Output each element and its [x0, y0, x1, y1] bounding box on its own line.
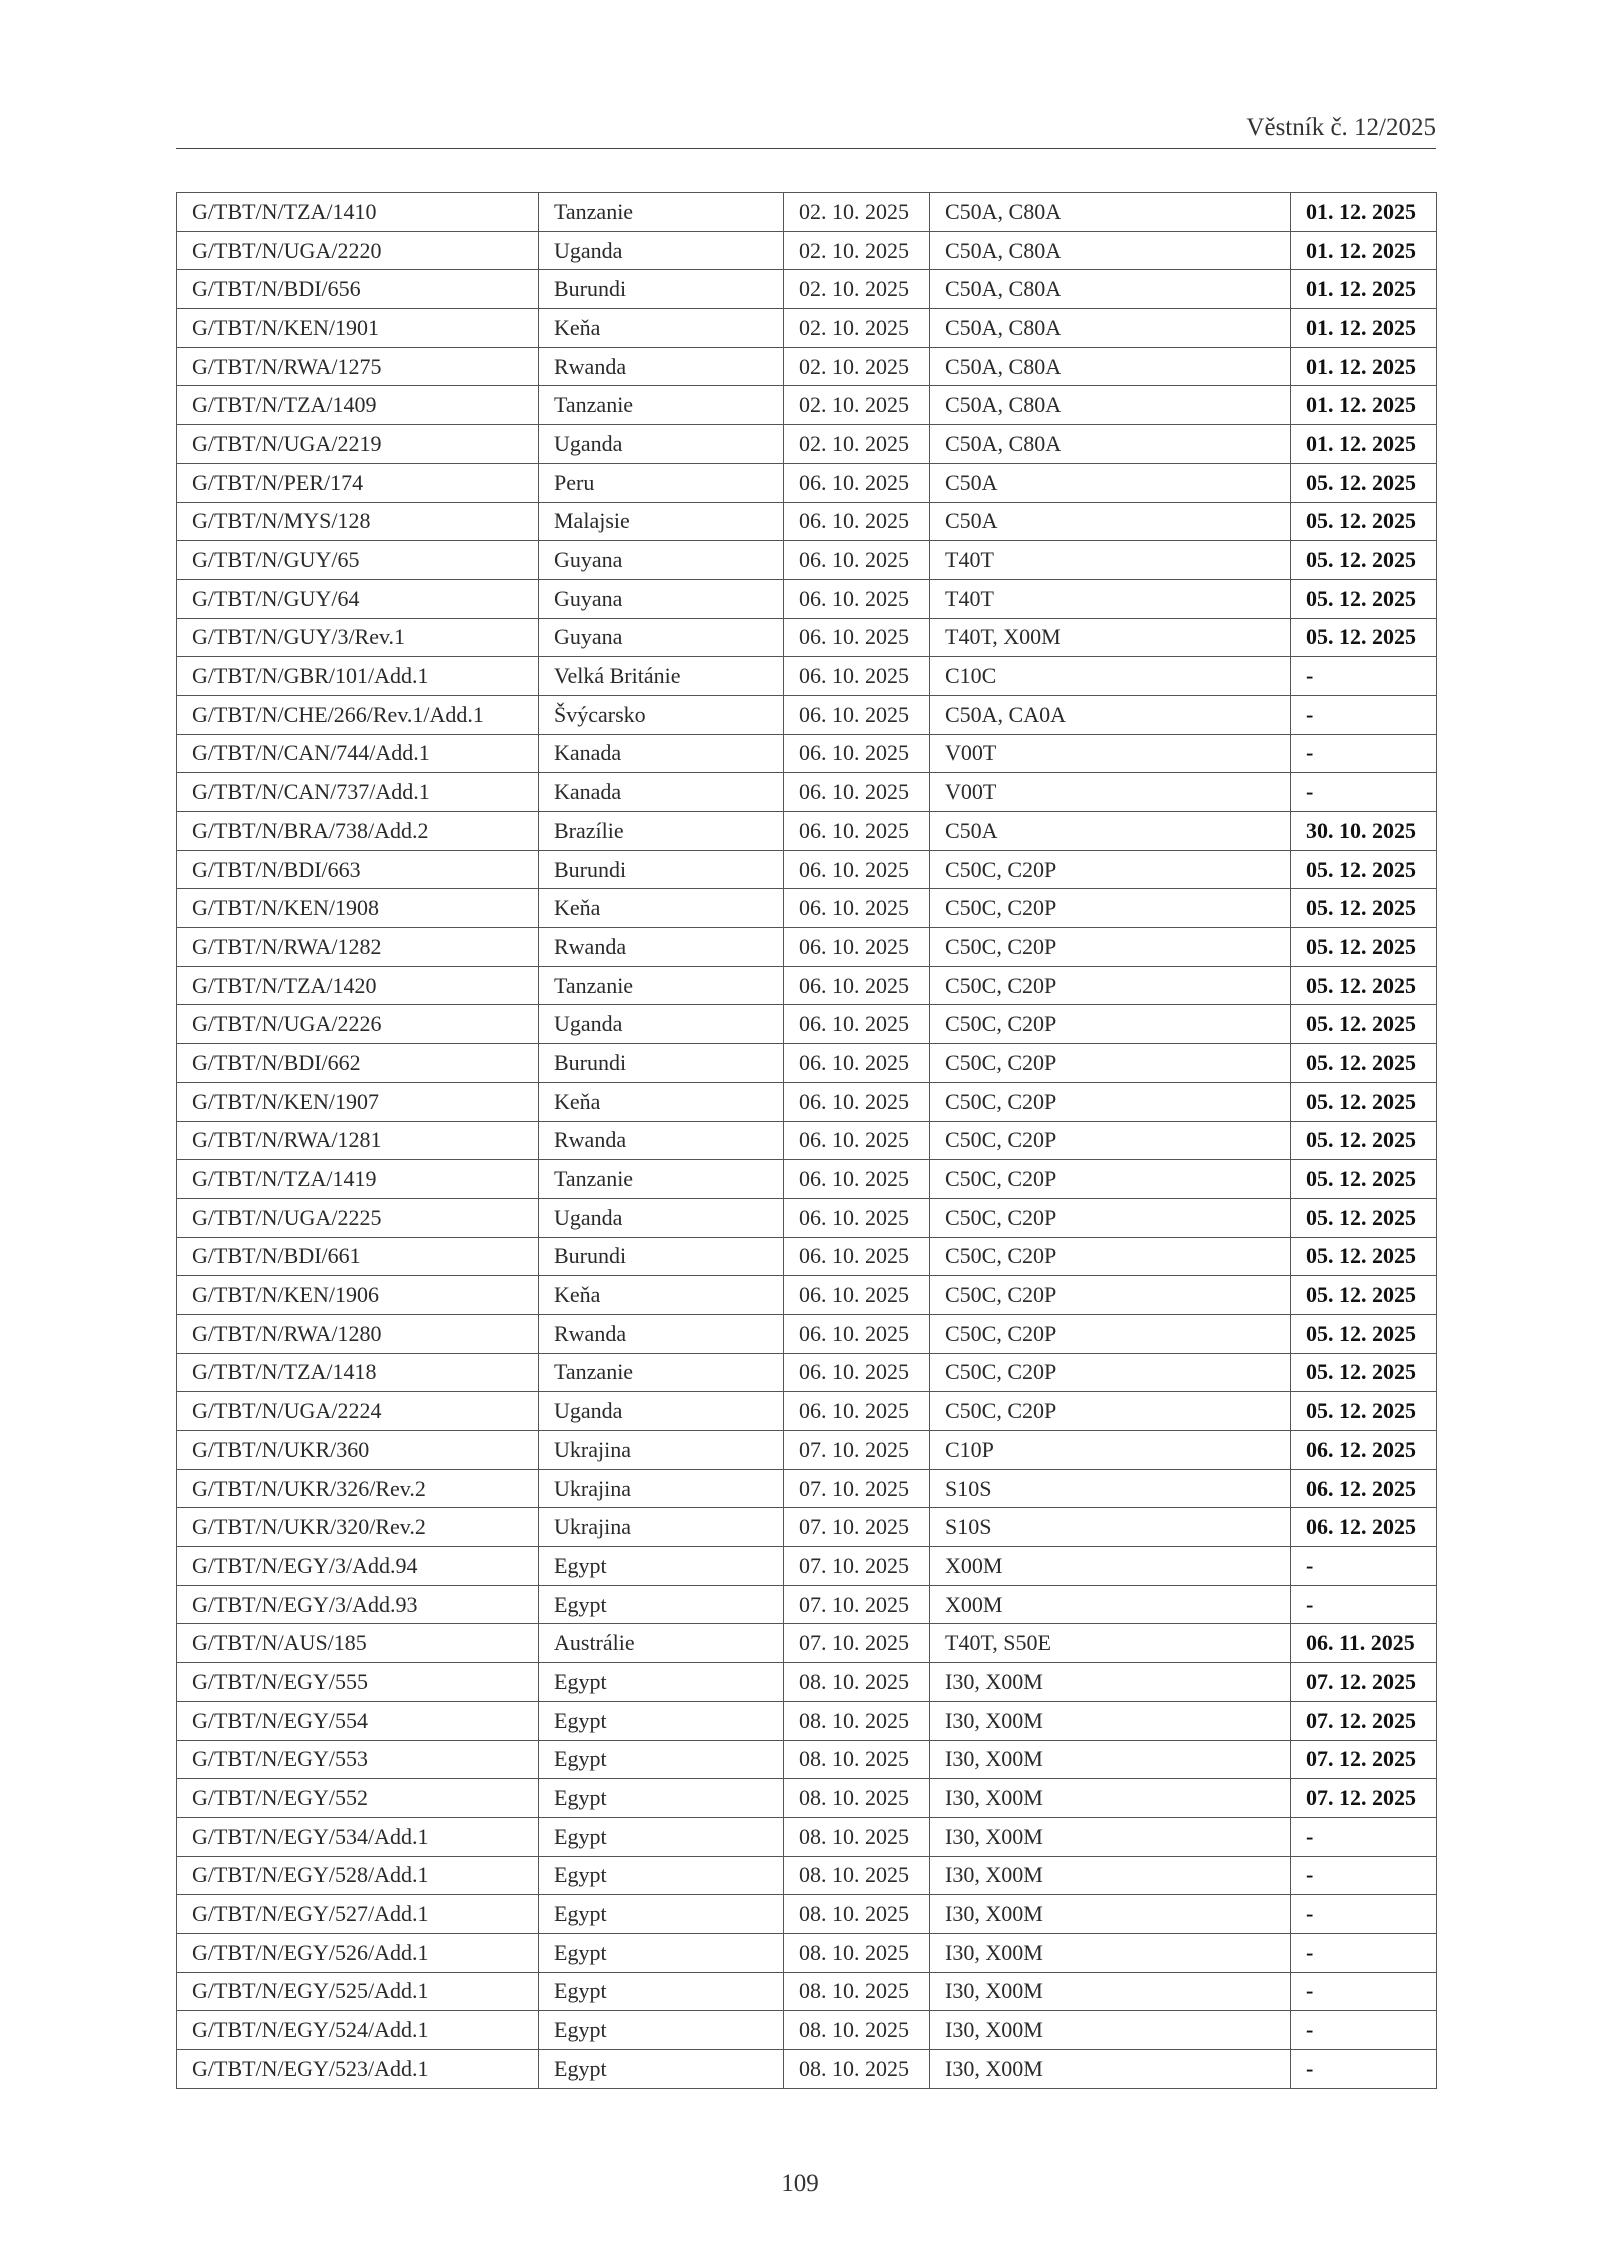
notification-date-cell: 08. 10. 2025 — [784, 1779, 930, 1818]
table-row — [177, 1817, 1437, 1856]
country-cell: Guyana — [539, 579, 784, 618]
comment-deadline-cell: - — [1291, 2050, 1437, 2089]
ics-code-cell: C50C, C20P — [930, 1044, 1291, 1083]
comment-deadline-cell: 01. 12. 2025 — [1291, 425, 1437, 464]
country-cell: Tanzanie — [539, 966, 784, 1005]
ics-code-cell: T40T, S50E — [930, 1624, 1291, 1663]
document-symbol-cell: G/TBT/N/UKR/326/Rev.2 — [177, 1469, 539, 1508]
document-symbol-cell: G/TBT/N/EGY/524/Add.1 — [177, 2011, 539, 2050]
ics-code-cell: C50A, C80A — [930, 193, 1291, 232]
ics-code-cell: C10P — [930, 1431, 1291, 1470]
country-cell: Egypt — [539, 1740, 784, 1779]
page-number: 109 — [781, 2170, 819, 2197]
comment-deadline-cell: - — [1291, 1585, 1437, 1624]
comment-deadline-cell: - — [1291, 773, 1437, 812]
document-symbol-cell: G/TBT/N/BDI/663 — [177, 850, 539, 889]
country-cell: Keňa — [539, 889, 784, 928]
notification-date-cell: 08. 10. 2025 — [784, 2050, 930, 2089]
ics-code-cell: C50C, C20P — [930, 1353, 1291, 1392]
ics-code-cell: C50C, C20P — [930, 1314, 1291, 1353]
document-symbol-cell: G/TBT/N/EGY/553 — [177, 1740, 539, 1779]
country-cell: Egypt — [539, 1779, 784, 1818]
document-symbol-cell: G/TBT/N/EGY/526/Add.1 — [177, 1933, 539, 1972]
country-cell: Guyana — [539, 541, 784, 580]
table-row — [177, 579, 1437, 618]
table-row — [177, 270, 1437, 309]
document-symbol-cell: G/TBT/N/AUS/185 — [177, 1624, 539, 1663]
country-cell: Egypt — [539, 1547, 784, 1586]
country-cell: Guyana — [539, 618, 784, 657]
ics-code-cell: C50A, CA0A — [930, 695, 1291, 734]
comment-deadline-cell: 05. 12. 2025 — [1291, 928, 1437, 967]
table-row — [177, 1972, 1437, 2011]
country-cell: Keňa — [539, 1082, 784, 1121]
country-cell: Kanada — [539, 773, 784, 812]
bulletin-title: Věstník č. 12/2025 — [1246, 114, 1436, 141]
notification-date-cell: 07. 10. 2025 — [784, 1624, 930, 1663]
page-header — [176, 108, 1436, 149]
notification-date-cell: 02. 10. 2025 — [784, 386, 930, 425]
ics-code-cell: I30, X00M — [930, 1663, 1291, 1702]
comment-deadline-cell: 06. 12. 2025 — [1291, 1431, 1437, 1470]
table-row — [177, 966, 1437, 1005]
comment-deadline-cell: - — [1291, 1547, 1437, 1586]
ics-code-cell: X00M — [930, 1547, 1291, 1586]
comment-deadline-cell: 05. 12. 2025 — [1291, 1044, 1437, 1083]
ics-code-cell: S10S — [930, 1469, 1291, 1508]
ics-code-cell: C50A, C80A — [930, 347, 1291, 386]
table-row — [177, 2011, 1437, 2050]
ics-code-cell: I30, X00M — [930, 2050, 1291, 2089]
ics-code-cell: I30, X00M — [930, 1740, 1291, 1779]
comment-deadline-cell: 07. 12. 2025 — [1291, 1740, 1437, 1779]
ics-code-cell: V00T — [930, 773, 1291, 812]
table-row — [177, 347, 1437, 386]
notification-date-cell: 07. 10. 2025 — [784, 1585, 930, 1624]
comment-deadline-cell: - — [1291, 1856, 1437, 1895]
document-symbol-cell: G/TBT/N/EGY/555 — [177, 1663, 539, 1702]
document-symbol-cell: G/TBT/N/EGY/527/Add.1 — [177, 1895, 539, 1934]
notification-date-cell: 06. 10. 2025 — [784, 502, 930, 541]
ics-code-cell: C50C, C20P — [930, 889, 1291, 928]
table-row — [177, 502, 1437, 541]
country-cell: Keňa — [539, 1276, 784, 1315]
country-cell: Rwanda — [539, 1314, 784, 1353]
ics-code-cell: C50A — [930, 463, 1291, 502]
country-cell: Uganda — [539, 1198, 784, 1237]
table-row — [177, 1469, 1437, 1508]
table-row — [177, 1895, 1437, 1934]
ics-code-cell: I30, X00M — [930, 1895, 1291, 1934]
country-cell: Burundi — [539, 1044, 784, 1083]
country-cell: Tanzanie — [539, 1160, 784, 1199]
document-symbol-cell: G/TBT/N/EGY/552 — [177, 1779, 539, 1818]
country-cell: Švýcarsko — [539, 695, 784, 734]
ics-code-cell: V00T — [930, 734, 1291, 773]
notification-date-cell: 06. 10. 2025 — [784, 657, 930, 696]
comment-deadline-cell: 05. 12. 2025 — [1291, 579, 1437, 618]
ics-code-cell: C50C, C20P — [930, 1276, 1291, 1315]
table-row — [177, 850, 1437, 889]
table-row — [177, 2050, 1437, 2089]
document-symbol-cell: G/TBT/N/TZA/1409 — [177, 386, 539, 425]
notification-date-cell: 06. 10. 2025 — [784, 734, 930, 773]
notification-date-cell: 06. 10. 2025 — [784, 1276, 930, 1315]
comment-deadline-cell: 07. 12. 2025 — [1291, 1779, 1437, 1818]
notification-date-cell: 06. 10. 2025 — [784, 1237, 930, 1276]
country-cell: Uganda — [539, 425, 784, 464]
ics-code-cell: C50C, C20P — [930, 928, 1291, 967]
comment-deadline-cell: 01. 12. 2025 — [1291, 347, 1437, 386]
ics-code-cell: C10C — [930, 657, 1291, 696]
notification-date-cell: 07. 10. 2025 — [784, 1547, 930, 1586]
table-row — [177, 463, 1437, 502]
country-cell: Velká Británie — [539, 657, 784, 696]
country-cell: Ukrajina — [539, 1431, 784, 1470]
country-cell: Egypt — [539, 1585, 784, 1624]
table-row — [177, 1779, 1437, 1818]
country-cell: Egypt — [539, 1817, 784, 1856]
country-cell: Tanzanie — [539, 193, 784, 232]
notification-date-cell: 02. 10. 2025 — [784, 309, 930, 348]
document-symbol-cell: G/TBT/N/KEN/1906 — [177, 1276, 539, 1315]
ics-code-cell: I30, X00M — [930, 1779, 1291, 1818]
notification-date-cell: 06. 10. 2025 — [784, 695, 930, 734]
comment-deadline-cell: - — [1291, 1895, 1437, 1934]
country-cell: Tanzanie — [539, 386, 784, 425]
table-row — [177, 734, 1437, 773]
table-row — [177, 1353, 1437, 1392]
notification-date-cell: 06. 10. 2025 — [784, 889, 930, 928]
document-symbol-cell: G/TBT/N/KEN/1901 — [177, 309, 539, 348]
ics-code-cell: C50A, C80A — [930, 386, 1291, 425]
table-row — [177, 1276, 1437, 1315]
notification-date-cell: 06. 10. 2025 — [784, 773, 930, 812]
notification-date-cell: 08. 10. 2025 — [784, 1817, 930, 1856]
ics-code-cell: C50A — [930, 502, 1291, 541]
ics-code-cell: C50A — [930, 812, 1291, 851]
document-symbol-cell: G/TBT/N/EGY/523/Add.1 — [177, 2050, 539, 2089]
notification-date-cell: 02. 10. 2025 — [784, 425, 930, 464]
document-symbol-cell: G/TBT/N/KEN/1907 — [177, 1082, 539, 1121]
country-cell: Egypt — [539, 1933, 784, 1972]
document-symbol-cell: G/TBT/N/TZA/1410 — [177, 193, 539, 232]
ics-code-cell: C50A, C80A — [930, 231, 1291, 270]
table-row — [177, 1160, 1437, 1199]
table-row — [177, 1121, 1437, 1160]
notification-date-cell: 06. 10. 2025 — [784, 1044, 930, 1083]
comment-deadline-cell: 06. 12. 2025 — [1291, 1469, 1437, 1508]
table-row — [177, 1392, 1437, 1431]
ics-code-cell: C50C, C20P — [930, 1082, 1291, 1121]
document-symbol-cell: G/TBT/N/BDI/662 — [177, 1044, 539, 1083]
table-row — [177, 1237, 1437, 1276]
notification-date-cell: 02. 10. 2025 — [784, 270, 930, 309]
comment-deadline-cell: 05. 12. 2025 — [1291, 618, 1437, 657]
document-symbol-cell: G/TBT/N/RWA/1281 — [177, 1121, 539, 1160]
table-row — [177, 1547, 1437, 1586]
comment-deadline-cell: - — [1291, 1933, 1437, 1972]
comment-deadline-cell: 06. 11. 2025 — [1291, 1624, 1437, 1663]
notification-date-cell: 06. 10. 2025 — [784, 1353, 930, 1392]
comment-deadline-cell: 05. 12. 2025 — [1291, 889, 1437, 928]
table-row — [177, 1585, 1437, 1624]
country-cell: Ukrajina — [539, 1469, 784, 1508]
table-row — [177, 1005, 1437, 1044]
country-cell: Brazílie — [539, 812, 784, 851]
table-row — [177, 1431, 1437, 1470]
notification-date-cell: 08. 10. 2025 — [784, 1856, 930, 1895]
comment-deadline-cell: 05. 12. 2025 — [1291, 850, 1437, 889]
table-row — [177, 1624, 1437, 1663]
comment-deadline-cell: 01. 12. 2025 — [1291, 231, 1437, 270]
document-symbol-cell: G/TBT/N/BRA/738/Add.2 — [177, 812, 539, 851]
ics-code-cell: C50C, C20P — [930, 1237, 1291, 1276]
table-row — [177, 1198, 1437, 1237]
country-cell: Egypt — [539, 1856, 784, 1895]
country-cell: Kanada — [539, 734, 784, 773]
notification-date-cell: 08. 10. 2025 — [784, 1663, 930, 1702]
country-cell: Malajsie — [539, 502, 784, 541]
table-row — [177, 1701, 1437, 1740]
document-symbol-cell: G/TBT/N/RWA/1275 — [177, 347, 539, 386]
table-row — [177, 425, 1437, 464]
country-cell: Keňa — [539, 309, 784, 348]
notification-date-cell: 06. 10. 2025 — [784, 1160, 930, 1199]
comment-deadline-cell: - — [1291, 1972, 1437, 2011]
document-symbol-cell: G/TBT/N/MYS/128 — [177, 502, 539, 541]
notification-date-cell: 06. 10. 2025 — [784, 1005, 930, 1044]
ics-code-cell: I30, X00M — [930, 1933, 1291, 1972]
ics-code-cell: C50A, C80A — [930, 309, 1291, 348]
ics-code-cell: C50A, C80A — [930, 425, 1291, 464]
table-row — [177, 1082, 1437, 1121]
document-symbol-cell: G/TBT/N/RWA/1282 — [177, 928, 539, 967]
table-row — [177, 618, 1437, 657]
country-cell: Rwanda — [539, 1121, 784, 1160]
notification-date-cell: 02. 10. 2025 — [784, 231, 930, 270]
country-cell: Egypt — [539, 2011, 784, 2050]
document-symbol-cell: G/TBT/N/BDI/661 — [177, 1237, 539, 1276]
notification-date-cell: 06. 10. 2025 — [784, 463, 930, 502]
table-row — [177, 773, 1437, 812]
ics-code-cell: C50C, C20P — [930, 1160, 1291, 1199]
country-cell: Peru — [539, 463, 784, 502]
comment-deadline-cell: 05. 12. 2025 — [1291, 1314, 1437, 1353]
table-row — [177, 193, 1437, 232]
comment-deadline-cell: 05. 12. 2025 — [1291, 1198, 1437, 1237]
notification-date-cell: 02. 10. 2025 — [784, 347, 930, 386]
table-row — [177, 695, 1437, 734]
document-symbol-cell: G/TBT/N/UKR/320/Rev.2 — [177, 1508, 539, 1547]
notification-date-cell: 06. 10. 2025 — [784, 618, 930, 657]
comment-deadline-cell: 05. 12. 2025 — [1291, 1005, 1437, 1044]
notifications-table-body — [177, 193, 1437, 2089]
ics-code-cell: C50C, C20P — [930, 1005, 1291, 1044]
ics-code-cell: C50C, C20P — [930, 1198, 1291, 1237]
document-symbol-cell: G/TBT/N/KEN/1908 — [177, 889, 539, 928]
country-cell: Austrálie — [539, 1624, 784, 1663]
document-symbol-cell: G/TBT/N/RWA/1280 — [177, 1314, 539, 1353]
country-cell: Uganda — [539, 231, 784, 270]
document-symbol-cell: G/TBT/N/UGA/2224 — [177, 1392, 539, 1431]
comment-deadline-cell: - — [1291, 657, 1437, 696]
comment-deadline-cell: 05. 12. 2025 — [1291, 1121, 1437, 1160]
ics-code-cell: I30, X00M — [930, 1972, 1291, 2011]
document-symbol-cell: G/TBT/N/CHE/266/Rev.1/Add.1 — [177, 695, 539, 734]
table-row — [177, 386, 1437, 425]
comment-deadline-cell: 05. 12. 2025 — [1291, 1160, 1437, 1199]
table-row — [177, 309, 1437, 348]
notification-date-cell: 06. 10. 2025 — [784, 1314, 930, 1353]
ics-code-cell: I30, X00M — [930, 1701, 1291, 1740]
ics-code-cell: I30, X00M — [930, 1817, 1291, 1856]
notification-date-cell: 06. 10. 2025 — [784, 1392, 930, 1431]
document-symbol-cell: G/TBT/N/EGY/3/Add.94 — [177, 1547, 539, 1586]
ics-code-cell: T40T — [930, 541, 1291, 580]
document-symbol-cell: G/TBT/N/EGY/528/Add.1 — [177, 1856, 539, 1895]
comment-deadline-cell: 05. 12. 2025 — [1291, 1353, 1437, 1392]
country-cell: Rwanda — [539, 347, 784, 386]
comment-deadline-cell: - — [1291, 734, 1437, 773]
table-row — [177, 657, 1437, 696]
comment-deadline-cell: 01. 12. 2025 — [1291, 386, 1437, 425]
document-symbol-cell: G/TBT/N/CAN/737/Add.1 — [177, 773, 539, 812]
country-cell: Tanzanie — [539, 1353, 784, 1392]
country-cell: Egypt — [539, 1663, 784, 1702]
notification-date-cell: 06. 10. 2025 — [784, 966, 930, 1005]
comment-deadline-cell: 05. 12. 2025 — [1291, 1276, 1437, 1315]
comment-deadline-cell: 07. 12. 2025 — [1291, 1663, 1437, 1702]
document-symbol-cell: G/TBT/N/EGY/534/Add.1 — [177, 1817, 539, 1856]
document-symbol-cell: G/TBT/N/GUY/3/Rev.1 — [177, 618, 539, 657]
table-row — [177, 812, 1437, 851]
comment-deadline-cell: - — [1291, 2011, 1437, 2050]
table-row — [177, 1856, 1437, 1895]
comment-deadline-cell: 05. 12. 2025 — [1291, 541, 1437, 580]
notification-date-cell: 02. 10. 2025 — [784, 193, 930, 232]
table-row — [177, 889, 1437, 928]
comment-deadline-cell: 05. 12. 2025 — [1291, 1392, 1437, 1431]
notification-date-cell: 06. 10. 2025 — [784, 541, 930, 580]
document-symbol-cell: G/TBT/N/GUY/64 — [177, 579, 539, 618]
ics-code-cell: C50C, C20P — [930, 850, 1291, 889]
country-cell: Rwanda — [539, 928, 784, 967]
country-cell: Egypt — [539, 2050, 784, 2089]
comment-deadline-cell: 05. 12. 2025 — [1291, 1082, 1437, 1121]
document-symbol-cell: G/TBT/N/CAN/744/Add.1 — [177, 734, 539, 773]
ics-code-cell: C50C, C20P — [930, 1121, 1291, 1160]
document-symbol-cell: G/TBT/N/UGA/2220 — [177, 231, 539, 270]
notification-date-cell: 08. 10. 2025 — [784, 2011, 930, 2050]
ics-code-cell: C50C, C20P — [930, 966, 1291, 1005]
comment-deadline-cell: 01. 12. 2025 — [1291, 309, 1437, 348]
document-symbol-cell: G/TBT/N/EGY/525/Add.1 — [177, 1972, 539, 2011]
notification-date-cell: 08. 10. 2025 — [784, 1933, 930, 1972]
ics-code-cell: T40T, X00M — [930, 618, 1291, 657]
comment-deadline-cell: 05. 12. 2025 — [1291, 463, 1437, 502]
document-symbol-cell: G/TBT/N/GBR/101/Add.1 — [177, 657, 539, 696]
country-cell: Burundi — [539, 850, 784, 889]
document-symbol-cell: G/TBT/N/TZA/1418 — [177, 1353, 539, 1392]
ics-code-cell: I30, X00M — [930, 1856, 1291, 1895]
notification-date-cell: 06. 10. 2025 — [784, 1082, 930, 1121]
ics-code-cell: T40T — [930, 579, 1291, 618]
document-symbol-cell: G/TBT/N/TZA/1420 — [177, 966, 539, 1005]
ics-code-cell: C50C, C20P — [930, 1392, 1291, 1431]
country-cell: Uganda — [539, 1005, 784, 1044]
document-symbol-cell: G/TBT/N/TZA/1419 — [177, 1160, 539, 1199]
ics-code-cell: S10S — [930, 1508, 1291, 1547]
comment-deadline-cell: 07. 12. 2025 — [1291, 1701, 1437, 1740]
notification-date-cell: 07. 10. 2025 — [784, 1469, 930, 1508]
table-row — [177, 1044, 1437, 1083]
country-cell: Egypt — [539, 1972, 784, 2011]
document-symbol-cell: G/TBT/N/UGA/2225 — [177, 1198, 539, 1237]
table-row — [177, 231, 1437, 270]
document-symbol-cell: G/TBT/N/UKR/360 — [177, 1431, 539, 1470]
notification-date-cell: 08. 10. 2025 — [784, 1895, 930, 1934]
notification-date-cell: 06. 10. 2025 — [784, 1121, 930, 1160]
document-symbol-cell: G/TBT/N/GUY/65 — [177, 541, 539, 580]
document-symbol-cell: G/TBT/N/BDI/656 — [177, 270, 539, 309]
table-row — [177, 541, 1437, 580]
country-cell: Egypt — [539, 1701, 784, 1740]
notifications-table — [176, 192, 1437, 2089]
comment-deadline-cell: 05. 12. 2025 — [1291, 966, 1437, 1005]
country-cell: Burundi — [539, 270, 784, 309]
notification-date-cell: 06. 10. 2025 — [784, 812, 930, 851]
country-cell: Egypt — [539, 1895, 784, 1934]
ics-code-cell: X00M — [930, 1585, 1291, 1624]
notification-date-cell: 07. 10. 2025 — [784, 1431, 930, 1470]
document-symbol-cell: G/TBT/N/PER/174 — [177, 463, 539, 502]
table-row — [177, 1740, 1437, 1779]
table-row — [177, 1508, 1437, 1547]
table-row — [177, 1314, 1437, 1353]
ics-code-cell: I30, X00M — [930, 2011, 1291, 2050]
notification-date-cell: 08. 10. 2025 — [784, 1740, 930, 1779]
country-cell: Uganda — [539, 1392, 784, 1431]
comment-deadline-cell: 06. 12. 2025 — [1291, 1508, 1437, 1547]
notification-date-cell: 06. 10. 2025 — [784, 1198, 930, 1237]
notification-date-cell: 06. 10. 2025 — [784, 928, 930, 967]
country-cell: Ukrajina — [539, 1508, 784, 1547]
comment-deadline-cell: 05. 12. 2025 — [1291, 502, 1437, 541]
notification-date-cell: 08. 10. 2025 — [784, 1701, 930, 1740]
table-row — [177, 1663, 1437, 1702]
document-symbol-cell: G/TBT/N/UGA/2226 — [177, 1005, 539, 1044]
notification-date-cell: 06. 10. 2025 — [784, 850, 930, 889]
document-symbol-cell: G/TBT/N/EGY/554 — [177, 1701, 539, 1740]
comment-deadline-cell: - — [1291, 1817, 1437, 1856]
comment-deadline-cell: - — [1291, 695, 1437, 734]
document-symbol-cell: G/TBT/N/EGY/3/Add.93 — [177, 1585, 539, 1624]
ics-code-cell: C50A, C80A — [930, 270, 1291, 309]
notification-date-cell: 06. 10. 2025 — [784, 579, 930, 618]
comment-deadline-cell: 01. 12. 2025 — [1291, 193, 1437, 232]
comment-deadline-cell: 30. 10. 2025 — [1291, 812, 1437, 851]
notification-date-cell: 07. 10. 2025 — [784, 1508, 930, 1547]
country-cell: Burundi — [539, 1237, 784, 1276]
document-symbol-cell: G/TBT/N/UGA/2219 — [177, 425, 539, 464]
notification-date-cell: 08. 10. 2025 — [784, 1972, 930, 2011]
comment-deadline-cell: 01. 12. 2025 — [1291, 270, 1437, 309]
table-row — [177, 1933, 1437, 1972]
table-row — [177, 928, 1437, 967]
comment-deadline-cell: 05. 12. 2025 — [1291, 1237, 1437, 1276]
